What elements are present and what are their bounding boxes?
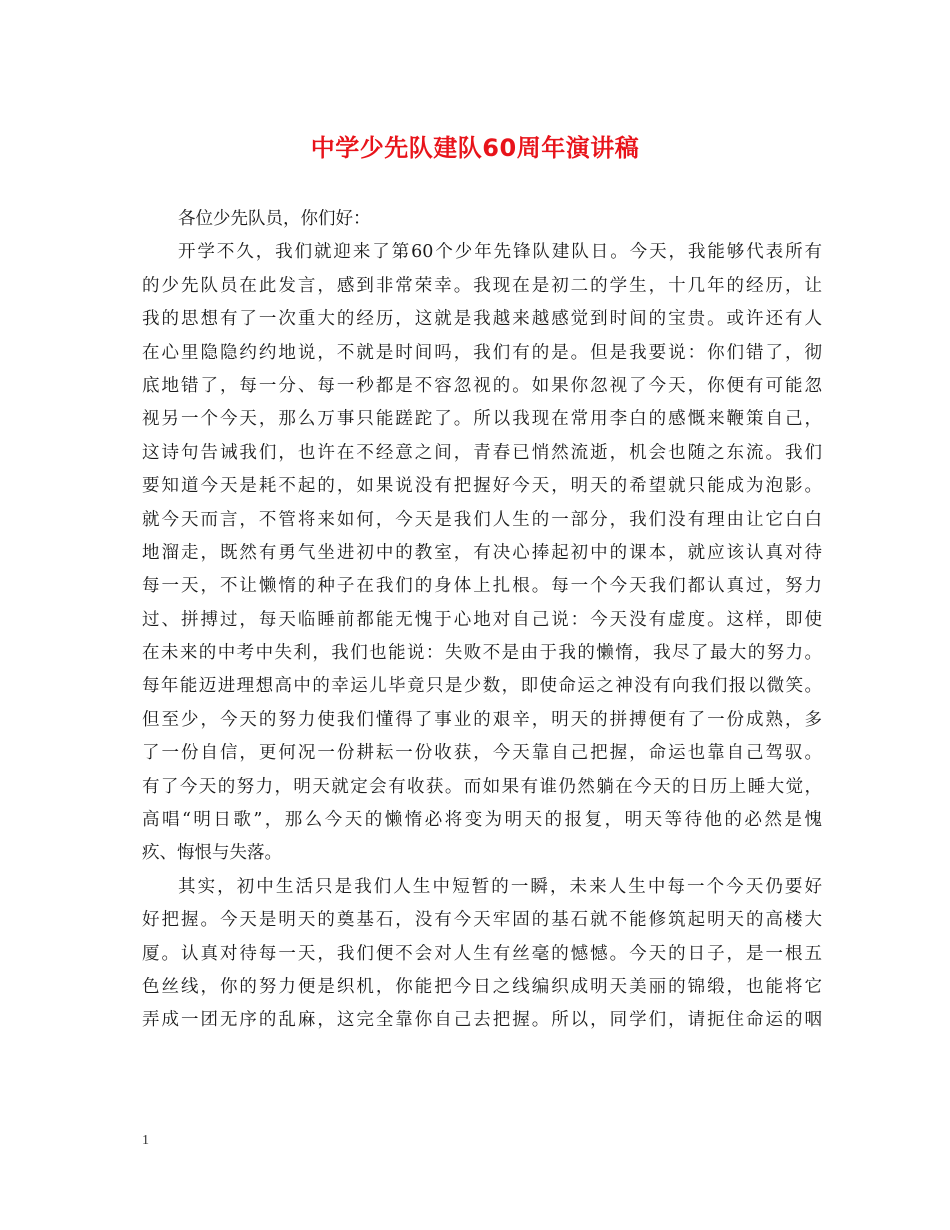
text-line: 视另一个今天，那么万事只能蹉跎了。所以我现在常用李白的感慨来鞭策自己， [142, 409, 822, 430]
text-line: 厦。认真对待每一天，我们便不会对人生有丝毫的憾憾。今天的日子，是一根五 [142, 943, 822, 964]
text-line: 疚、悔恨与失落。 [142, 843, 282, 864]
text-line: 要知道今天是耗不起的，如果说没有把握好今天，明天的希望就只能成为泡影。 [142, 476, 822, 497]
text-line: 每一天，不让懒惰的种子在我们的身体上扎根。每一个今天我们都认真过，努力 [142, 576, 822, 597]
text-line: 好把握。今天是明天的奠基石，没有今天牢固的基石就不能修筑起明天的高楼大 [142, 910, 822, 931]
text-line: 各位少先队员，你们好： [178, 209, 371, 229]
text-line: 有了今天的努力，明天就定会有收获。而如果有谁仍然躺在今天的日历上睡大觉， [142, 776, 822, 797]
text-line: 在心里隐隐约约地说，不就是时间吗，我们有的是。但是我要说：你们错了，彻 [142, 342, 822, 363]
text-line: 了一份自信，更何况一份耕耘一份收获，今天靠自己把握，命运也靠自己驾驭。 [142, 743, 822, 764]
text-line: 的少先队员在此发言，感到非常荣幸。我现在是初二的学生，十几年的经历，让 [142, 275, 822, 296]
text-line: 地溜走，既然有勇气坐进初中的教室，有决心捧起初中的课本，就应该认真对待 [142, 542, 822, 563]
text-line: 色丝线，你的努力便是织机，你能把今日之线编织成明天美丽的锦缎，也能将它 [142, 976, 822, 997]
text-line: 其实，初中生活只是我们人生中短暂的一瞬，未来人生中每一个今天仍要好 [178, 876, 822, 897]
text-line: 开学不久，我们就迎来了第60个少年先锋队建队日。今天，我能够代表所有 [178, 242, 822, 263]
page-number: 1 [142, 1133, 149, 1148]
text-line: 每年能迈进理想高中的幸运儿毕竟只是少数，即使命运之神没有向我们报以微笑。 [142, 676, 822, 697]
text-line: 我的思想有了一次重大的经历，这就是我越来越感觉到时间的宝贵。或许还有人 [142, 309, 822, 330]
text-line: 弄成一团无序的乱麻，这完全靠你自己去把握。所以，同学们，请扼住命运的咽 [142, 1010, 822, 1031]
text-line: 过、拼搏过，每天临睡前都能无愧于心地对自己说：今天没有虚度。这样，即使 [142, 609, 822, 630]
document-body [142, 203, 822, 1038]
text-line: 在未来的中考中失利，我们也能说：失败不是由于我的懒惰，我尽了最大的努力。 [142, 643, 822, 664]
text-line: 底地错了，每一分、每一秒都是不容忽视的。如果你忽视了今天，你便有可能忽 [142, 375, 822, 396]
text-line: 但至少，今天的努力使我们懂得了事业的艰辛，明天的拼搏便有了一份成熟，多 [142, 709, 822, 730]
text-line: 这诗句告诫我们，也许在不经意之间，青春已悄然流逝，机会也随之东流。我们 [142, 442, 822, 463]
text-line: 高唱“明日歌”，那么今天的懒惰必将变为明天的报复，明天等待他的必然是愧 [142, 810, 822, 831]
text-line: 就今天而言，不管将来如何，今天是我们人生的一部分，我们没有理由让它白白 [142, 509, 822, 530]
document-title: 中学少先队建队60周年演讲稿 [310, 134, 640, 162]
